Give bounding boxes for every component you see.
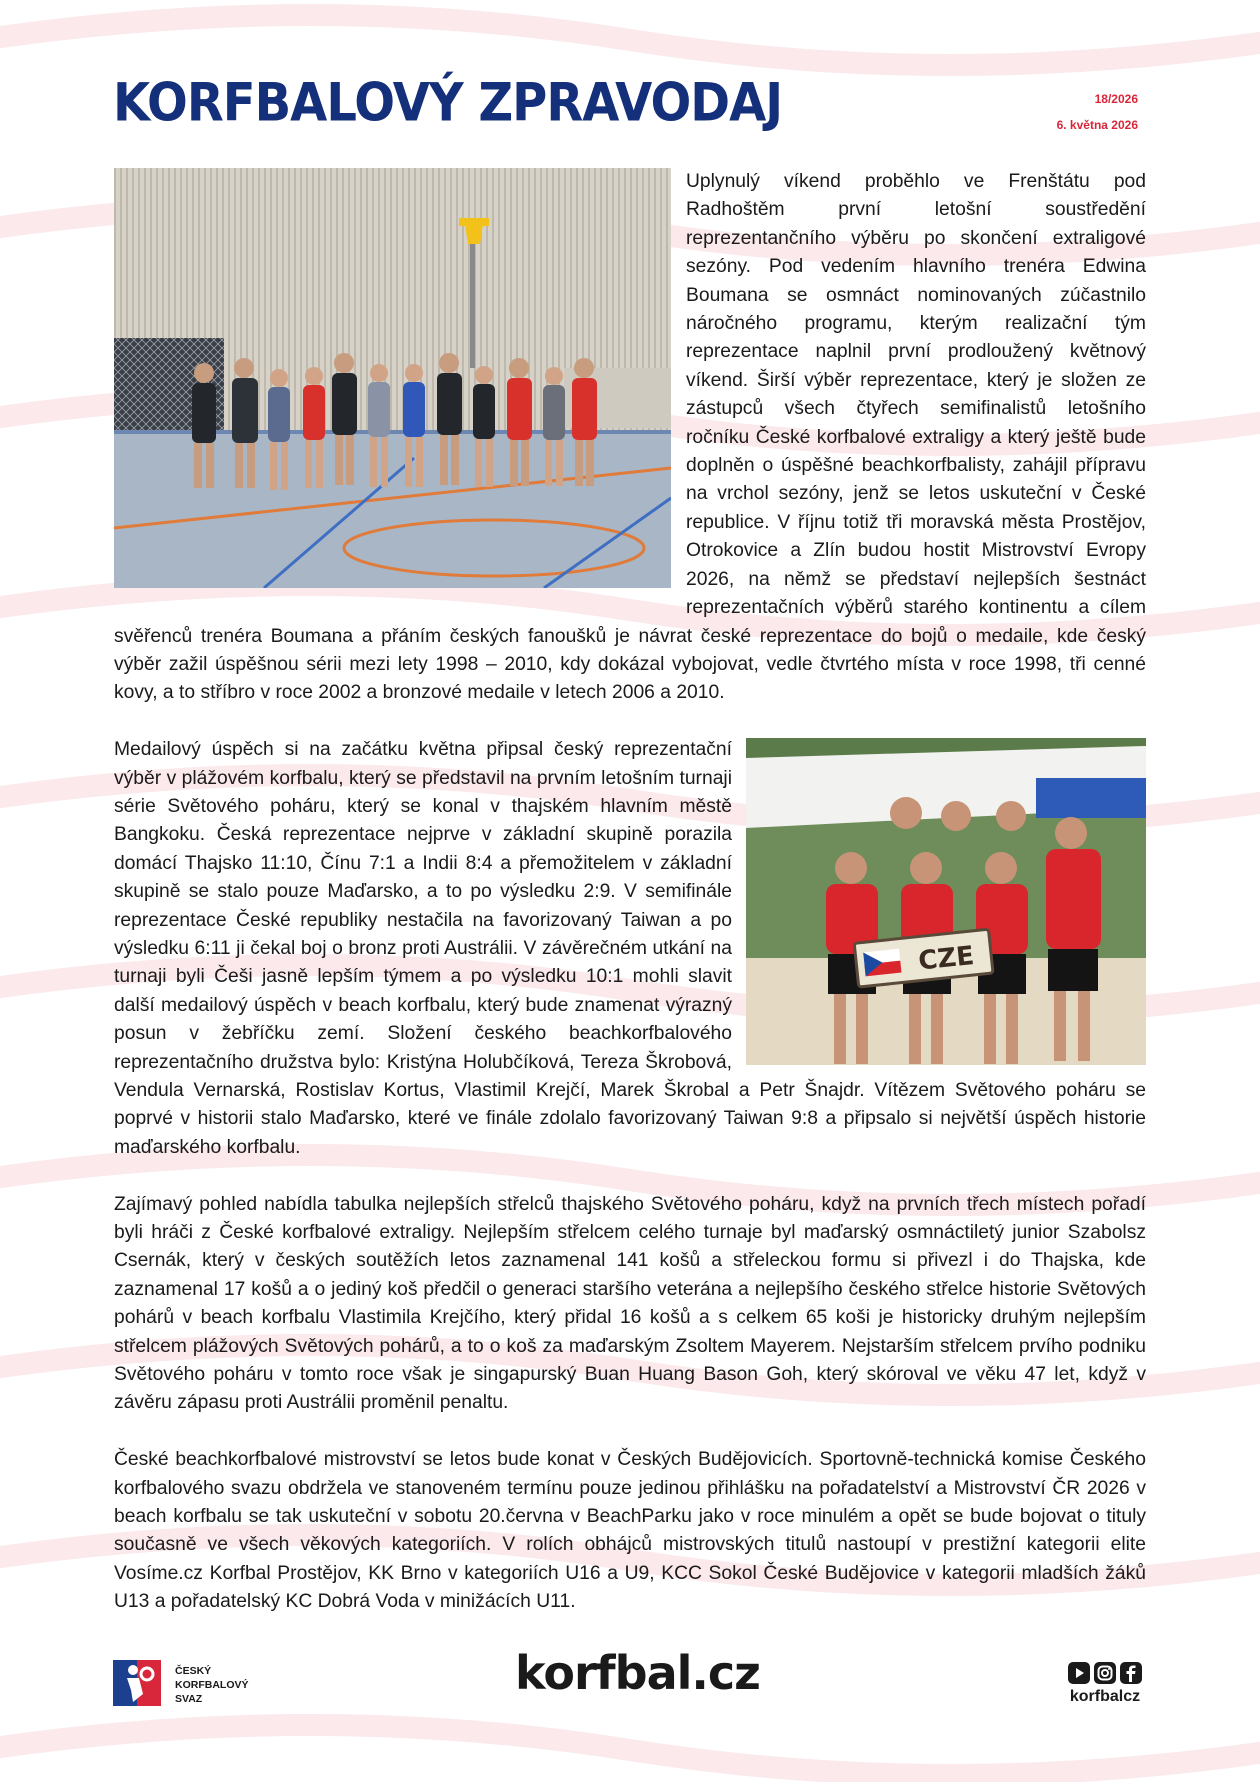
association-logo	[113, 1660, 273, 1708]
issue-number: 18/2026	[1094, 92, 1138, 106]
association-line-3: SVAZ	[175, 1693, 203, 1705]
facebook-icon[interactable]	[1120, 1662, 1142, 1684]
association-line-1: ČESKÝ	[175, 1665, 212, 1677]
social-links	[1060, 1662, 1150, 1706]
beach-team-medal-photo	[746, 738, 1146, 1065]
youtube-icon[interactable]	[1068, 1662, 1090, 1684]
team-sign-text: CZE	[917, 941, 976, 977]
association-name	[175, 1664, 249, 1706]
newsletter-title: KORFBALOVÝ ZPRAVODAJ	[113, 72, 783, 134]
social-handle[interactable]: korfbalcz	[1069, 1688, 1141, 1705]
article-paragraph-3: Zajímavý pohled nabídla tabulka nejlepších střelců thajského Světového poháru, když na prvních třech místech pořadí byli hráči z České korfbalové extraligy. Nejlepším střelcem celého turnaje byl maďarský osmnáctiletý junior Szabolsz Csernák, který v českých soutěžích letos zaznamenal 141 košů a střeleckou formu si přivezl i do Thajska, kde zaznamenal 17 košů a o jediný koš předčil o generaci staršího veterána a nejlepšího českého střelce historie Světových pohárů v beach korfbalu Vlastimila Krejčího, který přidal 16 košů a s celkem 65 koši je historicky druhým nejlepším střelcem plážových Světových pohárů, a to o koš za maďarským Zsoltem Mayerem. Nejstarším střelcem prvího podniku Světového poháru v tomto roce však je singapurský Buan Huang Bason Goh, který skóroval ve věku 47 let, když v závěru zápasu proti Austrálii proměnil penaltu.	[114, 1193, 1146, 1414]
article-paragraph-4: České beachkorfbalové mistrovství se letos bude konat v Českých Budějovicích. Sportovně-technická komise Českého korfbalového svazu obdržela ve stanoveném termínu pouze jedinou přihlášku na pořadatelství a Mistrovství ČR 2026 v beach korfbalu se tak uskuteční v sobotu 20.června v BeachParku jako v roce minulém a opět se bude bojovat o tituly současně ve všech věkových kategoriích. V rolích obhájců mistrovských titulů nastoupí v prestižní kategorii elite Vosíme.cz Korfbal Prostějov, KK Brno v kategoriích U16 a U9, KCC Sokol České Budějovice v kategorii mladších žáků U13 a pořadatelský KC Dobrá Voda v minižácích U11.	[114, 1449, 1146, 1613]
article-body	[114, 168, 1146, 1645]
association-emblem	[113, 1660, 161, 1706]
article-paragraph-2: Medailový úspěch si na začátku května připsal český reprezentační výběr v plážovém korfbalu, který se představil na prvním letošním turnaji série Světového poháru, který se konal v thajském hlavním městě Bangkoku. Česká reprezentace nejprve v základní skupině porazila domácí Thajsko 11:10, Čínu 7:1 a Indii 8:4 a přemožitelem v základní skupině se stalo pouze Maďarsko, a to po výsledku 2:9. V semifinále reprezentace České republiky nestačila na favorizovaný Taiwan a po výsledku 6:11 ji čekal boj o bronz proti Austrálii. V závěrečném utkání na turnaji byli Češi jasně lepším týmem a po výsledku 10:1 mohli slavit další medailový úspěch v beach korfbalu, který bude znamenat výrazný posun v žebříčku zemí. Složení českého beachkorfbalového reprezentačního družstva bylo: Kristýna Holubčíková, Tereza Škrobová, Vendula Vernarská, Rostislav Kortus, Vlastimil Krejčí, Marek Škrobal a Petr Šnajdr. Vítězem Světového poháru se poprvé v historii stalo Maďarsko, které ve finále zdolalo favorizovaný Taiwan 9:8 a připsalo si největší úspěch historie maďarského korfbalu.	[114, 739, 1146, 1158]
website-logo[interactable]: korfbal.cz	[515, 1646, 760, 1700]
association-line-2: KORFBALOVÝ	[175, 1679, 249, 1691]
team-training-photo	[114, 168, 671, 588]
instagram-icon[interactable]	[1094, 1662, 1116, 1684]
article-paragraph-1: Uplynulý víkend proběhlo ve Frenštátu pod Radhoštěm první letošní soustředění reprezentančního výběru po skončení extraligové sezóny. Pod vedením hlavního trenéra Edwina Boumana se osmnáct nominovaných zúčastnilo náročného programu, kterým realizační tým reprezentace naplnil první prodloužený květnový víkend. Širší výběr reprezentace, který je složen ze zástupců všech čtyřech semifinalistů letošního ročníku České korfbalové extraligy a který ještě bude doplněn o úspěšné beachkorfbalisty, zahájil přípravu na vrchol sezóny, jenž se letos uskuteční v České republice. V říjnu totiž tři moravská města Prostějov, Otrokovice a Zlín budou hostit Mistrovství Evropy 2026, na němž se představí nejlepších šestnáct reprezentačních výběrů starého kontinentu a cílem svěřenců trenéra Boumana a přáním českých fanoušků je návrat české reprezentace do bojů o medaile, kde český výběr zažil úspěšnou sérii mezi lety 1998 – 2010, kdy dokázal vybojovat, vedle čtvrtého místa v roce 1998, tři cenné kovy, a to stříbro v roce 2002 a bronzové medaile v letech 2006 a 2010.	[114, 171, 1146, 704]
issue-meta	[1057, 86, 1138, 138]
issue-date: 6. května 2026	[1056, 118, 1138, 132]
